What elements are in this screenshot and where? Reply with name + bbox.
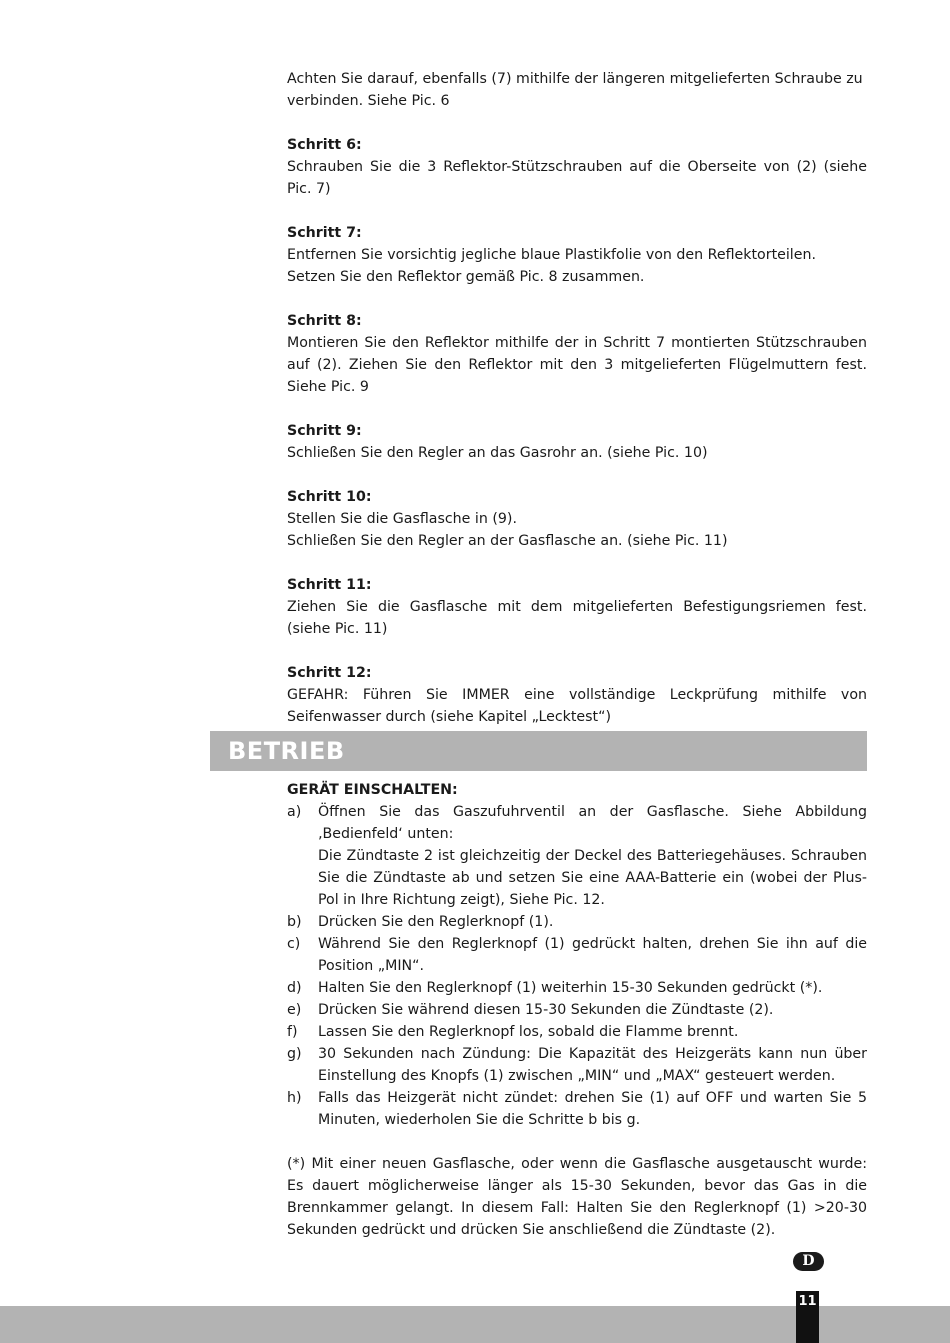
list-marker: e) [287, 1002, 302, 1018]
list-item-b [287, 911, 867, 933]
list-item-g [287, 1043, 867, 1087]
step-6-title: Schritt 6: [287, 137, 362, 153]
step-12-title: Schritt 12: [287, 665, 372, 681]
list-item-text: Halten Sie den Reglerknopf (1) weiterhin 15-30 Sekunden gedrückt (*). [318, 980, 823, 996]
step-10-title: Schritt 10: [287, 489, 372, 505]
list-item-text: Drücken Sie während diesen 15-30 Sekunden die Zündtaste (2). [318, 1002, 774, 1018]
step-11 [287, 574, 867, 640]
step-6-text: Schrauben Sie die 3 Reflektor-Stützschrauben auf die Oberseite von (2) (siehe Pic. 7) [287, 159, 867, 197]
list-marker: f) [287, 1024, 298, 1040]
language-badge: D [793, 1252, 824, 1271]
step-8-title: Schritt 8: [287, 313, 362, 329]
intro-line-1: Achten Sie darauf, ebenfalls (7) mithilfe der längeren mitgelieferten Schraube zu [287, 71, 863, 87]
intro-line-2: verbinden. Siehe Pic. 6 [287, 93, 450, 109]
list-marker: a) [287, 804, 302, 820]
step-9-title: Schritt 9: [287, 423, 362, 439]
step-10-line-1: Stellen Sie die Gasflasche in (9). [287, 511, 517, 527]
operation-steps-list [287, 801, 867, 1131]
operation-section [287, 779, 867, 1255]
list-item-extra: Die Zündtaste 2 ist gleichzeitig der Deckel des Batteriegehäuses. Schrauben Sie die Zündtaste ab und setzen Sie eine AAA-Batterie ein (wobei der Plus-Pol in Ihre Richtung zeigt), Siehe Pic. 12. [318, 848, 867, 908]
section-header-bar [210, 731, 867, 771]
list-marker: h) [287, 1090, 302, 1106]
list-item-d [287, 977, 867, 999]
intro-paragraph [287, 68, 867, 112]
list-item-f [287, 1021, 867, 1043]
step-7-title: Schritt 7: [287, 225, 362, 241]
list-marker: d) [287, 980, 302, 996]
list-item-h [287, 1087, 867, 1131]
step-6 [287, 134, 867, 200]
list-item-text: Falls das Heizgerät nicht zündet: drehen Sie (1) auf OFF und warten Sie 5 Minuten, wiederholen Sie die Schritte b bis g. [318, 1090, 867, 1128]
operation-heading: GERÄT EINSCHALTEN: [287, 782, 458, 798]
list-item-text: Lassen Sie den Reglerknopf los, sobald die Flamme brennt. [318, 1024, 739, 1040]
step-7-line-2: Setzen Sie den Reflektor gemäß Pic. 8 zusammen. [287, 269, 645, 285]
step-10-line-2: Schließen Sie den Regler an der Gasflasche an. (siehe Pic. 11) [287, 533, 728, 549]
list-item-text: Während Sie den Reglerknopf (1) gedrückt halten, drehen Sie ihn auf die Position „MIN“. [318, 936, 867, 974]
step-7-line-1: Entfernen Sie vorsichtig jegliche blaue Plastikfolie von den Reflektorteilen. [287, 247, 816, 263]
step-10 [287, 486, 867, 552]
section-title: BETRIEB [228, 737, 345, 765]
list-item-text: Drücken Sie den Reglerknopf (1). [318, 914, 554, 930]
list-item-a [287, 801, 867, 911]
page-number: 11 [796, 1291, 819, 1343]
step-9 [287, 420, 867, 464]
step-9-text: Schließen Sie den Regler an das Gasrohr an. (siehe Pic. 10) [287, 445, 708, 461]
step-12 [287, 662, 867, 728]
step-11-title: Schritt 11: [287, 577, 372, 593]
step-7 [287, 222, 867, 288]
list-marker: g) [287, 1046, 302, 1062]
step-12-text: GEFAHR: Führen Sie IMMER eine vollständige Leckprüfung mithilfe von Seifenwasser durch (siehe Kapitel „Lecktest“) [287, 687, 867, 725]
step-8 [287, 310, 867, 398]
list-marker: c) [287, 936, 301, 952]
footnote: (*) Mit einer neuen Gasflasche, oder wenn die Gasflasche ausgetauscht wurde: Es dauert möglicherweise länger als 15-30 Sekunden, bevor das Gas in die Brennkammer gelangt. In diesem Fall: Halten Sie den Reglerknopf (1) >20-30 Sekunden gedrückt und drücken Sie anschließend die Zündtaste (2). [287, 1156, 867, 1238]
list-marker: b) [287, 914, 302, 930]
step-11-text: Ziehen Sie die Gasflasche mit dem mitgelieferten Befestigungsriemen fest. (siehe Pic. 11) [287, 599, 867, 637]
list-item-text: 30 Sekunden nach Zündung: Die Kapazität des Heizgeräts kann nun über Einstellung des Knopfs (1) zwischen „MIN“ und „MAX“ gesteuert werden. [318, 1046, 867, 1084]
step-8-text: Montieren Sie den Reflektor mithilfe der in Schritt 7 montierten Stützschrauben auf (2). Ziehen Sie den Reflektor mit den 3 mitgelieferten Flügelmuttern fest. Siehe Pic. 9 [287, 335, 867, 395]
list-item-c [287, 933, 867, 977]
list-item-e [287, 999, 867, 1021]
list-item-text: Öffnen Sie das Gaszufuhrventil an der Gasflasche. Siehe Abbildung ‚Bedienfeld‘ unten: [318, 804, 867, 842]
steps-top [287, 68, 867, 750]
